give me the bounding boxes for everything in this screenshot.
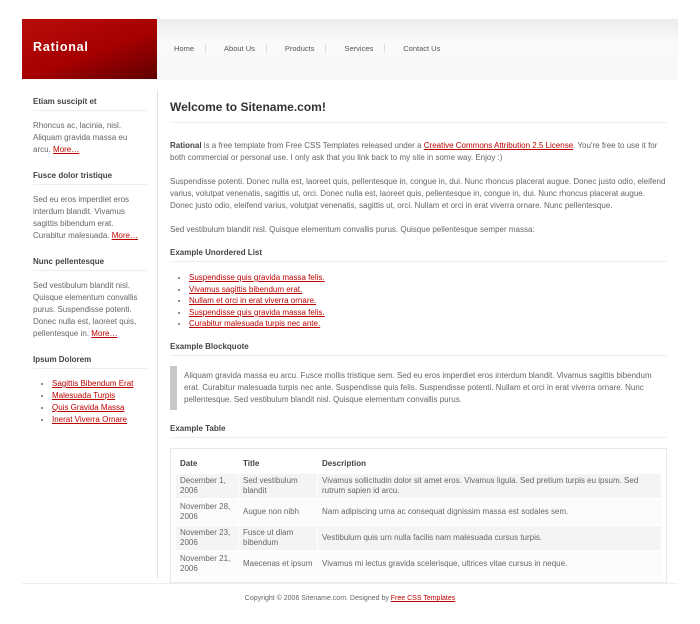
cell-description: Vivamus mi lectus gravida scelerisque, ultrices vitae cursus in neque. <box>318 552 661 576</box>
column-header-description: Description <box>322 458 367 468</box>
cell-title: Augue non nibh <box>239 500 317 524</box>
main-menu <box>167 44 462 53</box>
cell-description: Vivamus sollicitudin dolor sit amet eros. Vivamus ligula. Sed pretium turpis eu ipsum. Sed rutrum sapien id arcu. <box>318 474 661 498</box>
sidebar-heading: Nunc pellentesque <box>33 250 147 271</box>
sidebar-heading: Etiam suscipit et <box>33 90 147 111</box>
footer <box>22 583 678 602</box>
table-row <box>176 500 661 524</box>
list-link[interactable]: Curabitur malesuada turpis nec ante. <box>189 319 321 329</box>
column-header-date: Date <box>180 458 198 468</box>
sidebar-text-body: Sed vestibulum blandit nisl. Quisque elementum convallis purus. Suspendisse potenti. Donec nulla est, laoreet quis, pellentesque in. <box>33 281 138 338</box>
cell-date: December 1, 2006 <box>176 474 238 498</box>
sidebar-text <box>33 280 147 340</box>
more-link[interactable]: More… <box>91 329 118 338</box>
intro-text-end: . You're free to use it for both commercial or personal use. I only ask that you link back to my site in some way. Enjoy :) <box>170 141 658 162</box>
cell-description: Nam adipiscing urna ac consequat dignissim massa est sodales sem. <box>318 500 661 524</box>
sidebar-section <box>22 90 157 156</box>
cell-title: Sed vestibulum blandit <box>239 474 317 498</box>
cell-title: Fusce ut diam bibendum <box>239 526 317 550</box>
sidebar-link[interactable]: Quis Gravida Massa <box>52 403 125 412</box>
section-heading: Example Blockquote <box>170 342 667 356</box>
table-row <box>176 474 661 498</box>
sidebar-section <box>22 164 157 242</box>
sidebar <box>22 90 158 578</box>
sidebar-link[interactable]: Malesuada Turpis <box>52 391 116 400</box>
license-link[interactable]: Creative Commons Attribution 2.5 License <box>423 141 574 150</box>
main-content <box>170 100 667 583</box>
list-link[interactable]: Suspendisse quis gravida massa felis. <box>189 307 325 317</box>
cell-date: November 28, 2006 <box>176 500 238 524</box>
intro-text: is a free template from Free CSS Templates released under a <box>201 141 424 150</box>
sidebar-heading: Ipsum Dolorem <box>33 348 147 369</box>
sidebar-text <box>33 120 147 156</box>
list-link[interactable]: Vivamus sagittis bibendum erat. <box>189 284 303 294</box>
logo[interactable] <box>22 19 157 79</box>
header <box>22 19 678 80</box>
cell-title: Maecenas et ipsum <box>239 552 317 576</box>
menu-contact-us[interactable]: Contact Us <box>403 44 441 53</box>
logo-text: Rational <box>33 40 89 54</box>
section-heading: Example Unordered List <box>170 248 667 262</box>
footer-designer-link[interactable]: Free CSS Templates <box>390 595 456 602</box>
paragraph: Sed vestibulum blandit nisl. Quisque elementum convallis purus. Quisque pellentesque semper massa: <box>170 225 535 234</box>
paragraph: Suspendisse potenti. Donec nulla est, laoreet quis, pellentesque in, congue in, dui. Nunc rhoncus placerat augue. Donec justo odio, eleifend varius, volutpat venenatis, sagittis ut, orci. Donec nulla est, laoreet quis, pellentesque in, congue in, dui. Nunc rhoncus placerat augue. Donec justo odio, eleifend varius, volutpat venenatis, sagittis ut, orci. Nullam et orci in erat viverra ornare. Nunc pellentesque. <box>170 177 666 210</box>
sidebar-text-body: Sed eu eros imperdiet eros interdum blandit. Vivamus sagittis bibendum erat. Curabitur malesuada. <box>33 195 130 240</box>
sidebar-heading: Fusce dolor tristique <box>33 164 147 185</box>
table-row <box>176 552 661 576</box>
table-row <box>176 526 661 550</box>
list-link[interactable]: Nullam et orci in erat viverra ornare. <box>189 296 317 306</box>
blockquote: Aliquam gravida massa eu arcu. Fusce mollis tristique sem. Sed eu eros imperdiet eros interdum blandit. Vivamus sagittis bibendum erat. Curabitur malesuada turpis nec ante. Suspendisse quis felis. Suspendisse potenti. Nullam et orci in erat viverra ornare. Nunc pellentesque. Sed vestibulum blandit nisl. Quisque elementum convallis purus. <box>170 366 667 410</box>
table-header-row <box>176 456 661 472</box>
cell-date: November 21, 2006 <box>176 552 238 576</box>
menu-home[interactable]: Home <box>167 44 206 53</box>
intro-paragraph <box>170 140 667 164</box>
more-link[interactable]: More… <box>111 231 138 240</box>
sidebar-text-body: Rhoncus ac, lacinia, nisl. Aliquam gravida massa eu arcu. <box>33 121 128 154</box>
copyright-text: Copyright © 2006 Sitename.com. Designed by <box>244 595 391 602</box>
menu-services[interactable]: Services <box>337 44 385 53</box>
sidebar-link[interactable]: Inerat Viverra Ornare <box>52 415 127 424</box>
cell-date: November 23, 2006 <box>176 526 238 550</box>
sidebar-text <box>33 194 147 242</box>
cell-description: Vestibulum quis urn nulla facilis nam malesuada cursus turpis. <box>318 526 661 550</box>
more-link[interactable]: More… <box>53 145 80 154</box>
example-list <box>170 272 667 330</box>
intro-bold: Rational <box>170 141 202 150</box>
column-header-title: Title <box>243 458 260 468</box>
sidebar-link-list <box>33 378 147 426</box>
sidebar-links-section <box>22 348 157 426</box>
list-link[interactable]: Suspendisse quis gravida massa felis. <box>189 273 325 282</box>
example-table <box>170 448 667 583</box>
page-title: Welcome to Sitename.com! <box>170 100 667 123</box>
menu-about-us[interactable]: About Us <box>217 44 267 53</box>
sidebar-section <box>22 250 157 340</box>
section-heading: Example Table <box>170 424 667 438</box>
sidebar-link[interactable]: Sagittis Bibendum Erat <box>52 379 134 388</box>
menu-products[interactable]: Products <box>278 44 327 53</box>
